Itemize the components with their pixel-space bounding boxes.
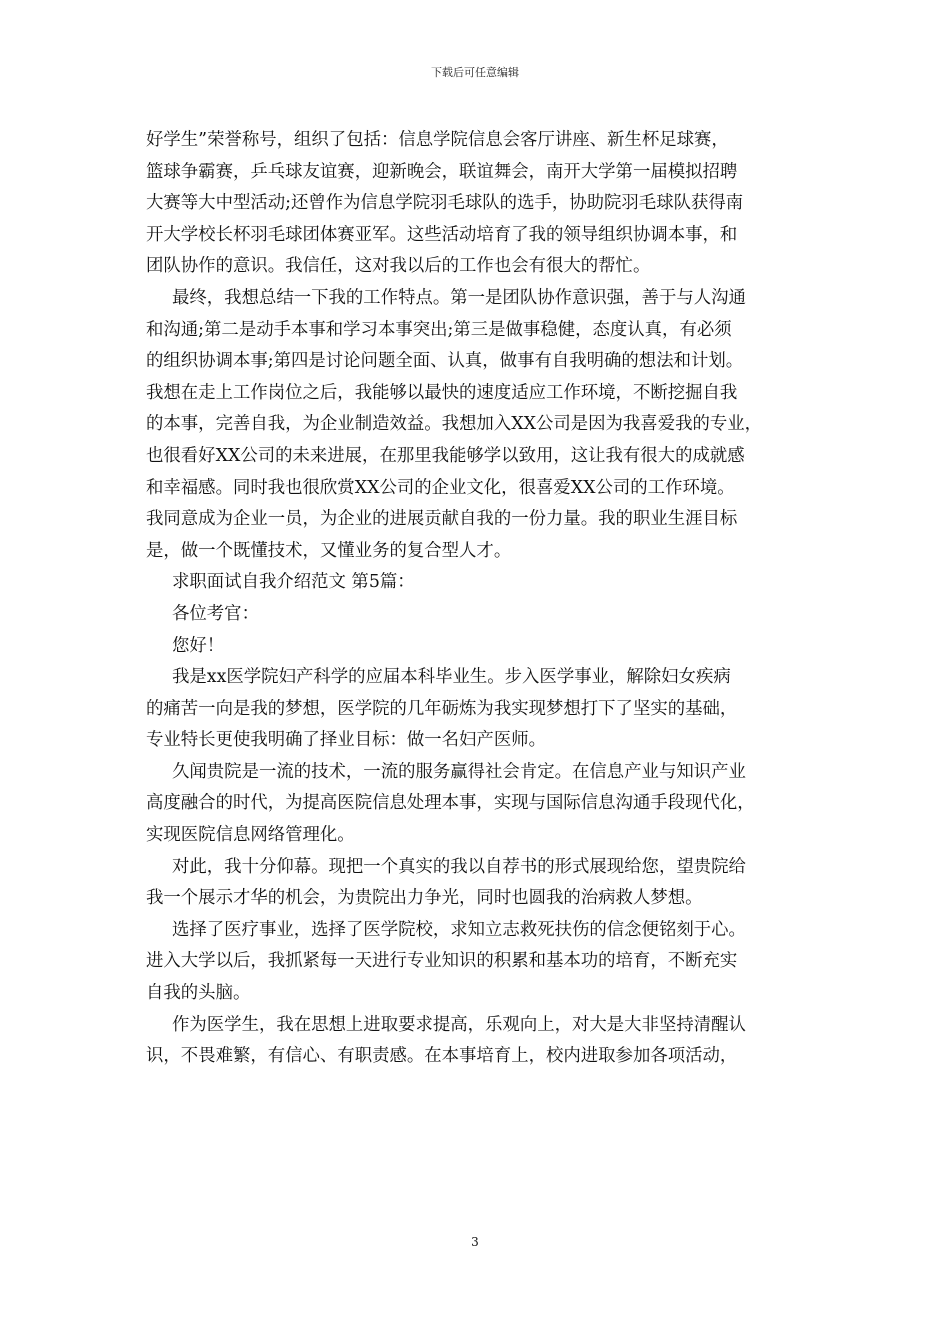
text-line: 和幸福感。同时我也很欣赏XX公司的企业文化，很喜爱XX公司的工作环境。 [146, 477, 735, 498]
text-line: 我一个展示才华的机会，为贵院出力争光，同时也圆我的治病救人梦想。 [146, 888, 703, 909]
text-line: 作为医学生，我在思想上进取要求提高，乐观向上，对大是大非坚持清醒认 [172, 1014, 746, 1035]
text-line: 大赛等大中型活动;还曾作为信息学院羽毛球队的选手，协助院羽毛球队获得南 [146, 193, 744, 214]
page-number: 3 [471, 1235, 479, 1249]
salutation: 各位考官： [172, 603, 259, 624]
text-line: 好学生”荣誉称号，组织了包括：信息学院信息会客厅讲座、新生杯足球赛， [146, 130, 729, 150]
text-line: 和沟通;第二是动手本事和学习本事突出;第三是做事稳健，态度认真，有必须 [146, 319, 732, 340]
text-line: 我是xx医学院妇产科学的应届本科毕业生。步入医学事业，解除妇女疾病 [172, 667, 731, 688]
greeting: 您好！ [172, 635, 225, 656]
page-header: 下载后可任意编辑 [431, 66, 519, 79]
document-body [146, 125, 818, 1073]
text-line: 进入大学以后，我抓紧每一天进行专业知识的积累和基本功的培育，不断充实 [146, 951, 738, 972]
text-line: 我想在走上工作岗位之后，我能够以最快的速度适应工作环境，不断挖掘自我 [146, 382, 738, 403]
text-line: 专业特长更使我明确了择业目标：做一名妇产医师。 [146, 730, 546, 751]
text-line: 高度融合的时代，为提高医院信息处理本事，实现与国际信息沟通手段现代化， [146, 793, 755, 814]
text-line: 是，做一个既懂技术，又懂业务的复合型人才。 [146, 540, 512, 561]
text-line: 我同意成为企业一员，为企业的进展贡献自我的一份力量。我的职业生涯目标 [146, 509, 738, 530]
text-line: 也很看好XX公司的未来进展，在那里我能够学以致用，这让我有很大的成就感 [146, 445, 745, 466]
text-line: 对此，我十分仰幕。现把一个真实的我以自荐书的形式展现给您，望贵院给 [172, 856, 746, 877]
section-heading: 求职面试自我介绍范文 第5篇： [172, 572, 415, 593]
text-line: 自我的头脑。 [146, 983, 251, 1004]
text-line: 最终，我想总结一下我的工作特点。第一是团队协作意识强，善于与人沟通 [172, 287, 746, 308]
text-line: 选择了医疗事业，选择了医学院校，求知立志救死扶伤的信念便铭刻于心。 [172, 919, 746, 940]
text-line: 实现医院信息网络管理化。 [146, 825, 355, 846]
text-line: 开大学校长杯羽毛球团体赛亚军。这些活动培育了我的领导组织协调本事，和 [146, 224, 738, 245]
text-line: 篮球争霸赛，乒乓球友谊赛，迎新晚会，联谊舞会，南开大学第一届模拟招聘 [146, 161, 738, 182]
text-line: 团队协作的意识。我信任，这对我以后的工作也会有很大的帮忙。 [146, 256, 651, 277]
text-line: 的组织协调本事;第四是讨论问题全面、认真，做事有自我明确的想法和计划。 [146, 351, 744, 372]
text-line: 久闻贵院是一流的技术，一流的服务赢得社会肯定。在信息产业与知识产业 [172, 761, 746, 782]
text-line: 的本事，完善自我，为企业制造效益。我想加入XX公司是因为我喜爱我的专业， [146, 414, 763, 435]
text-line: 识，不畏难繁，有信心、有职责感。在本事培育上，校内进取参加各项活动， [146, 1046, 738, 1067]
text-line: 的痛苦一向是我的梦想，医学院的几年砺炼为我实现梦想打下了坚实的基础， [146, 698, 738, 719]
